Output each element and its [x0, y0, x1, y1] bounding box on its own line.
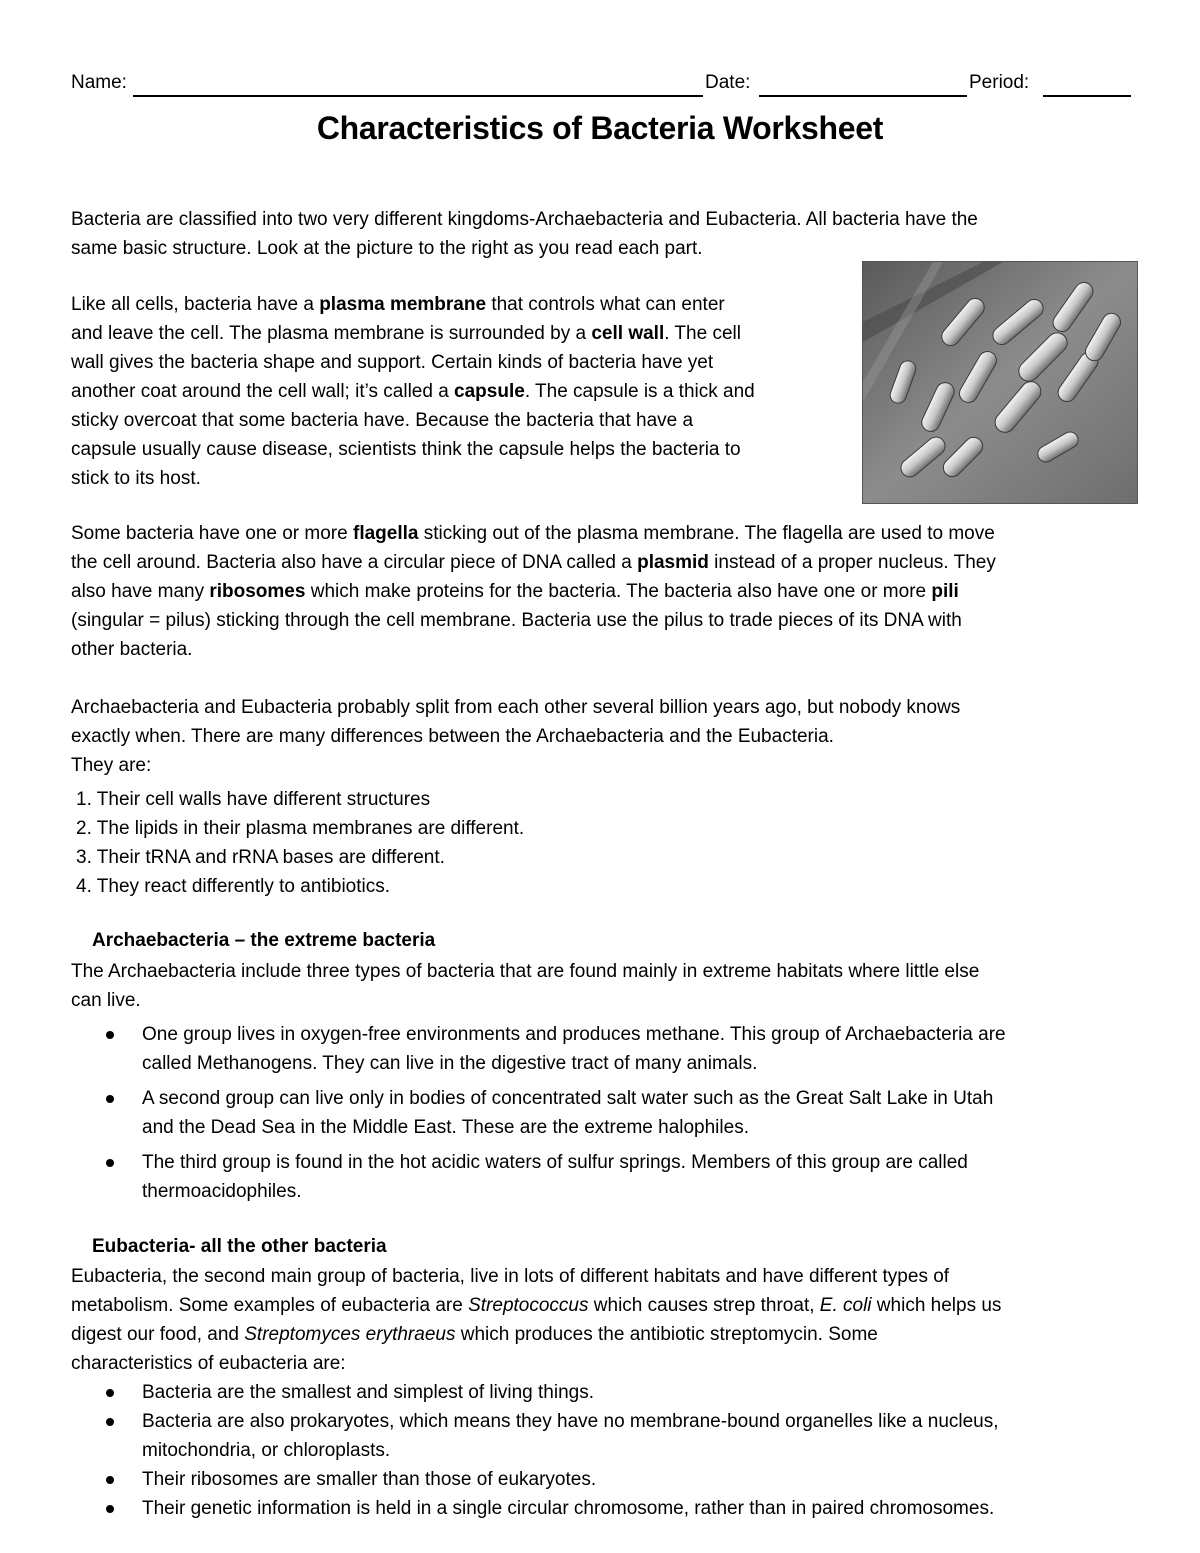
- text-line: called Methanogens. They can live in the digestive tract of many animals.: [142, 1053, 758, 1074]
- text-line: thermoacidophiles.: [142, 1181, 302, 1202]
- text-line: Bacteria are also prokaryotes, which means they have no membrane-bound organelles like a nucleus,: [142, 1411, 999, 1432]
- bullet-icon: [106, 1505, 114, 1513]
- text-run: Like all cells, bacteria have a: [71, 294, 320, 315]
- text-line: sticky overcoat that some bacteria have. Because the bacteria that have a: [71, 410, 694, 431]
- text-run: metabolism. Some examples of eubacteria are: [71, 1295, 469, 1316]
- text-run: . The capsule is a thick and: [524, 381, 755, 402]
- eubacteria-intro: [71, 1262, 1001, 1378]
- text-line: Archaebacteria and Eubacteria probably split from each other several billion years ago, but nobody knows: [71, 697, 961, 718]
- split-paragraph: [71, 693, 960, 780]
- text-line: (singular = pilus) sticking through the cell membrane. Bacteria use the pilus to trade pieces of its DNA with: [71, 610, 962, 631]
- text-run: sticking out of the plasma membrane. The flagella are used to move: [418, 523, 995, 544]
- text-run: instead of a proper nucleus. They: [708, 552, 996, 573]
- differences-list: [76, 785, 524, 901]
- text-line: capsule usually cause disease, scientists think the capsule helps the bacteria to: [71, 439, 741, 460]
- text-line: and the Dead Sea in the Middle East. These are the extreme halophiles.: [142, 1117, 749, 1138]
- text-line: wall gives the bacteria shape and support. Certain kinds of bacteria have yet: [71, 352, 714, 373]
- bullet-icon: [106, 1418, 114, 1426]
- text-line: stick to its host.: [71, 468, 201, 489]
- text-run: which helps us: [871, 1295, 1002, 1316]
- cell-structure-paragraph: [71, 290, 755, 493]
- list-item: 1. Their cell walls have different structures: [76, 789, 431, 810]
- date-blank[interactable]: [759, 95, 967, 97]
- term-ribosomes: ribosomes: [209, 581, 306, 602]
- text-line: can live.: [71, 990, 141, 1011]
- species-e-coli: E. coli: [819, 1295, 872, 1316]
- bullet-icon: [106, 1031, 114, 1039]
- text-run: also have many: [71, 581, 210, 602]
- list-item: 4. They react differently to antibiotics.: [76, 876, 391, 897]
- text-run: digest our food, and: [71, 1324, 245, 1345]
- text-run: Some bacteria have one or more: [71, 523, 353, 544]
- bullet-icon: [106, 1389, 114, 1397]
- list-item: 3. Their tRNA and rRNA bases are different.: [76, 847, 445, 868]
- text-line: other bacteria.: [71, 639, 193, 660]
- text-line: mitochondria, or chloroplasts.: [142, 1440, 391, 1461]
- text-line: Their ribosomes are smaller than those of eukaryotes.: [142, 1469, 597, 1490]
- term-plasmid: plasmid: [637, 552, 709, 573]
- text-line: The Archaebacteria include three types of bacteria that are found mainly in extreme habitats where little else: [71, 961, 980, 982]
- archaebacteria-heading: Archaebacteria – the extreme bacteria: [92, 930, 436, 951]
- text-run: which causes strep throat,: [588, 1295, 820, 1316]
- text-run: . The cell: [664, 323, 741, 344]
- structures-paragraph: [71, 519, 996, 664]
- species-streptococcus: Streptococcus: [468, 1295, 589, 1316]
- text-line: A second group can live only in bodies of concentrated salt water such as the Great Salt Lake in Utah: [142, 1088, 994, 1109]
- archaebacteria-intro: [71, 957, 979, 1015]
- intro-line: same basic structure. Look at the picture to the right as you read each part.: [71, 238, 703, 259]
- term-plasma-membrane: plasma membrane: [319, 294, 487, 315]
- name-blank[interactable]: [133, 95, 703, 97]
- text-line: Their genetic information is held in a single circular chromosome, rather than in paired chromosomes.: [142, 1498, 995, 1519]
- list-item: 2. The lipids in their plasma membranes are different.: [76, 818, 525, 839]
- text-run: which make proteins for the bacteria. The bacteria also have one or more: [305, 581, 932, 602]
- bullet-icon: [106, 1159, 114, 1167]
- header-fields: [71, 72, 1133, 100]
- intro-paragraph: [71, 205, 978, 263]
- term-flagella: flagella: [353, 523, 419, 544]
- text-run: the cell around. Bacteria also have a circular piece of DNA called a: [71, 552, 638, 573]
- intro-line: Bacteria are classified into two very different kingdoms-Archaebacteria and Eubacteria. All bacteria have the: [71, 209, 978, 230]
- text-line: characteristics of eubacteria are:: [71, 1353, 346, 1374]
- text-run: and leave the cell. The plasma membrane is surrounded by a: [71, 323, 592, 344]
- text-line: exactly when. There are many differences between the Archaebacteria and the Eubacteria.: [71, 726, 834, 747]
- species-streptomyces: Streptomyces erythraeus: [244, 1324, 456, 1345]
- name-label: Name:: [71, 72, 127, 93]
- term-pili: pili: [931, 581, 959, 602]
- text-line: One group lives in oxygen-free environments and produces methane. This group of Archaebacteria are: [142, 1024, 1006, 1045]
- date-label: Date:: [705, 72, 751, 93]
- text-run: another coat around the cell wall; it’s called a: [71, 381, 455, 402]
- bullet-icon: [106, 1095, 114, 1103]
- eubacteria-heading: Eubacteria- all the other bacteria: [92, 1236, 387, 1257]
- text-line: The third group is found in the hot acidic waters of sulfur springs. Members of this group are called: [142, 1152, 968, 1173]
- term-capsule: capsule: [454, 381, 525, 402]
- period-label: Period:: [969, 72, 1030, 93]
- bacteria-micrograph: [862, 261, 1138, 504]
- text-run: which produces the antibiotic streptomycin. Some: [455, 1324, 878, 1345]
- text-line: Eubacteria, the second main group of bacteria, live in lots of different habitats and have different types of: [71, 1266, 950, 1287]
- text-line: Bacteria are the smallest and simplest of living things.: [142, 1382, 594, 1403]
- text-run: that controls what can enter: [486, 294, 725, 315]
- bullet-icon: [106, 1476, 114, 1484]
- period-blank[interactable]: [1043, 95, 1131, 97]
- term-cell-wall: cell wall: [591, 323, 665, 344]
- text-line: They are:: [71, 755, 152, 776]
- page-title: Characteristics of Bacteria Worksheet: [316, 110, 884, 146]
